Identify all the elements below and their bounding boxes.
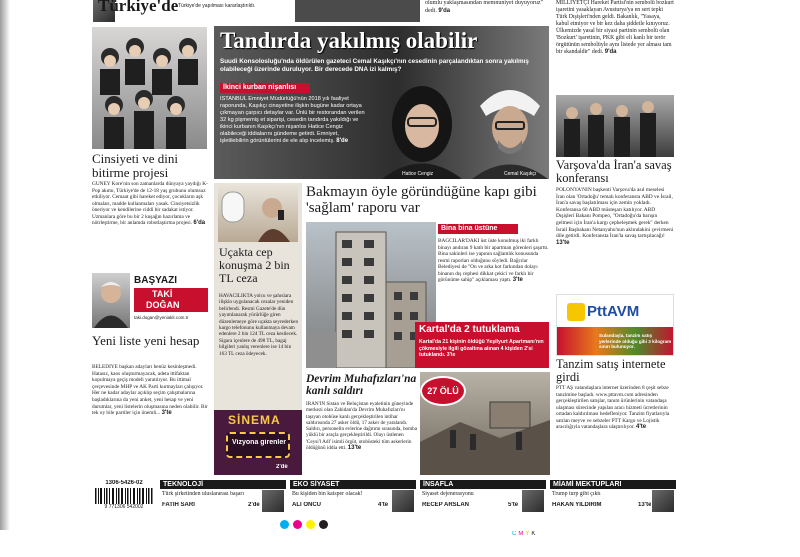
footer-author-4: HAKAN YILDIRIM [552,502,602,508]
column-label: BAŞYAZI [134,275,177,286]
attack-body [306,401,418,475]
lead-body-text: İSTANBUL Emniyet Müdürlüğü'nün 2018 yılı faaliyet raporunda, Kaşıkçı cinayetine ilişkin bugüne kadar ortaya çıkmayan çarpıcı detaylar var. Ünlü bir restorandan verilen 32 kg pişmemiş et siparişi, cesedin tandırda yakıldığı ve ikinci kurbanın Kaşıkçı'nın nişanlısı Hatice Cengiz olabileceği iddialarını gündeme getirdi. Emniyet, işletilebilirin görüntülerini de ele alıp incelemiş. [220,96,365,144]
footer-text-3: Siyaset dejenerasyonu [422,491,474,497]
top-center-snippet [425,0,550,22]
footer-page-4: 13'te [638,502,652,508]
footer-teaser-2 [290,480,416,512]
column-author-first: TAKİ [152,289,173,299]
barcode-block [93,480,155,512]
footer-text-4: Trump turp gibi çıktı [552,491,601,497]
footer-page-1: 2'de [248,502,260,508]
footer-photo-4 [652,490,674,512]
plane-body-text: HAVACILIKTA yolcu ve şahıslara ilişkin uygulanacak cezalar yeniden belirlendi. Resmi Gazete'de dün yayımlanarak yürürlüğe giren düzenlemeye göre uçakta seyrederken kargo telefonunu kullanmaya devam edenlere 2 bin 124 TL ceza kesilecek. Sigara içenlere de 498 TL, bagaj bilgileri yanlış verenlere ise 14 bin 163 TL ceza ödeyecek. [219,293,299,357]
footer-teaser-3 [420,480,546,512]
arrest-body [419,339,547,359]
lead-caption-right: Cemal Kaşıkçı [504,171,537,177]
cinema-sub: Vizyona girenler [232,439,286,446]
footer-teaser-4 [550,480,676,512]
arrest-box [415,322,549,368]
top-right-page: 9'da [604,49,617,55]
top-center-snippet-text: olumlu yaklaşmasından memnuniyet duyuyoruz" dedi. [425,0,543,14]
top-center-page: 9'da [438,7,451,14]
attack-badge-text: 27 ÖLÜ [427,386,459,396]
footer-section-3: İNSAFLA [420,480,546,489]
warsaw-headline: Varşova'da İran'a savaş konferansı [556,159,672,185]
kpop-body [92,181,210,269]
cinema-title: SİNEMA [228,413,281,427]
column-author-last: DOĞAN [146,300,180,310]
warsaw-photo [556,95,674,157]
pttavm-banner [556,294,674,356]
footer-text-2: Bu kişiden bin kaisper olacak! [292,491,363,497]
registration-marks [280,520,340,532]
column-page: 3'te [161,410,172,417]
building-headline: Bakmayın öyle göründüğüne kapı gibi 'sağlam' raporu var [306,184,537,216]
arrest-page: 3'te [446,352,456,358]
footer-photo-2 [392,490,414,512]
kpop-group-illustration [92,27,207,149]
column-body [92,364,210,474]
pttavm-ptt-mark [567,303,585,321]
footer-photo-3 [522,490,544,512]
plane-passenger-illustration [218,186,298,242]
columnist-portrait [92,273,130,328]
top-right-snippet [556,0,674,91]
footer-photo-1 [262,490,284,512]
column-header [92,273,210,328]
lead-headline: Tandırda yakılmış olabilir [220,28,478,53]
kpop-page: 6'da [193,220,206,226]
pttavm-headline: Tanzim satış internete girdi [556,358,666,384]
lead-page: 8'de [336,138,349,144]
footer-text-1: Türk şirketinden uluslararası başarı [162,491,244,497]
cmyk-c: C [512,531,519,537]
attack-headline: Devrim Muhafızları'na kanlı saldırı [306,373,417,397]
column-email: taki.dogan@yeniakit.com.tr [134,315,189,320]
barcode-bars [95,488,153,504]
pttavm-body [556,385,674,475]
lead-story [214,26,549,179]
arrest-title: Kartal'da 2 tutuklama [419,324,520,335]
lead-kicker: İkinci kurban nişanlısı [220,83,310,93]
footer-section-1: TEKNOLOJİ [160,480,286,489]
cmyk-marker [512,531,537,537]
pttavm-page: 4'te [636,424,647,430]
plane-photo [218,186,298,242]
column-body-text: BELEDİYE başkan adayları henüz kesinleşmedi. Hatasız, kaos oluşturmayacak, adeta ittifaktan kopulmaya geçiş modeli yaratılıyor. Bu ittimal çerçevesinde MHP ve AK Parti kurmayları çalışıyor. Her ne kadar adaylar açıklıp seçim çalışmalarına başladıklarına da yeni anket, yeni hesap ve yeni durumlar, yeni listelerin oluşmasına neden olabilir. Bir tek oy bile partiler için önemli... [92,364,208,417]
warsaw-page: 13'te [556,239,570,246]
building-page: 3'te [512,277,523,283]
cinema-marquee [226,432,290,458]
footer-page-3: 5'te [508,502,519,508]
kpop-headline: Cinsiyeti ve dini bitirme projesi [92,152,178,180]
cmyk-m: M [518,531,526,537]
top-left-sub: Türkiye'de yapılması kararlaştırıldı. [178,3,256,9]
barcode-top-number: 1306-5426-02 [105,480,143,486]
cmyk-k: K [531,531,538,537]
registration-dot-magenta [293,520,302,529]
lead-caption-left: Hatice Cengiz [402,171,434,177]
plane-headline: Uçakta cep konuşma 2 bin TL ceza [219,246,290,285]
footer-author-1: FATİH SARI [162,502,195,508]
lead-body [220,96,368,176]
cinema-page: 2'de [276,464,288,470]
footer-teaser-1 [160,480,286,512]
column-headline: Yeni liste yeni hesap [92,334,200,348]
warsaw-body [556,187,674,288]
footer-author-2: ALİ ÖNCÜ [292,502,321,508]
attack-photo [420,372,550,475]
pttavm-logo: PttAVM [587,303,640,320]
plane-body [219,293,299,405]
footer-section-4: MİAMİ MEKTUPLARI [550,480,676,489]
attack-body-text: İRAN'IN Sistan ve Beluçistan eyaletinin güneyinde merkezi olan Zahidan'da Devrim Muhafızları'nı taşıyan otobüse kanlı gerçekleştirilen intihar saldırısında 27 asker öldü, 17 asker de yaralandı. Saldırı, personelin evlerine dağıtımı sırasında, bomba yüklü bir araçla gerçekleştirildi. Olayı üstlenen 'Ceysi'l Adl' isimli örgüt, otobüsteki tüm askerlerin öldüğünü iddia etti. [306,401,418,452]
registration-dot-yellow [306,520,315,529]
attack-page: 13'te [347,445,362,452]
footer-section-2: EKO SİYASET [290,480,416,489]
building-kicker: Bina bina üstüne [438,224,518,234]
attack-badge [420,376,466,406]
cmyk-y: Y [525,531,532,537]
pttavm-caption: Sulandaşla, tanzim satış yerlerinde olduğu gibi 3 kilogram sınırı bulunuyor. [599,333,672,349]
column-author-box [134,288,208,312]
kpop-body-text: GÜNEY Kore'nin son zamanlarda dünyaya yaydığı K-Pop akımı, Türkiye'de de 12-18 yaş grubunu olumsuz etkiliyor. Cemaat gibi hareket ediyor, çocukların aşk olmaları, madde kullanmaları yasak. Cinsiyetsizlik öneriyor ve kendilerine ciddi bir sadakat istiyor. Uzmanlara göre bu bir 2 kuşağın hazırlama ve nötrleştirme, bir anlamda robotlaştırma projesi. [92,181,208,226]
top-photo-strip [295,0,420,22]
arrest-body-text: Kartal'da 21 kişinin öldüğü Yeşilyurt Apartmanı'nın çökmesiyle ilgili gözaltına alınan 4 kişiden 2'si tutuklandı. [419,339,544,358]
kpop-photo [92,27,207,149]
barcode-bottom-number: 9 771306 542002 [104,504,144,510]
cinema-box [214,410,302,475]
footer-page-2: 4'te [378,502,389,508]
warsaw-people-illustration [556,95,674,157]
warsaw-body-text: POLONYA'NIN başkenti Varşova'da asıl meselesi İran olan 'Ortadoğu' temalı konferansta ABD ve İsrail, İran'a savaş başlatılması için zemin yokladı. Konferansa 60 ABD müsteşarı katılıyor. ABD Dışişleri Bakanı Pompeo, "Ortadoğu'da barışın gelmesi için İran'a kargı çepheleşmek gerek" derken İsrail Başbakanı Netanyahu'nun aklındakini çevirmeni dile getirdi. Konferansta İran'la savaş tartışılacağı! [556,187,674,240]
lead-portraits [372,76,549,179]
footer-author-3: RECEP ARSLAN [422,502,470,508]
pttavm-body-text: PTT AŞ vatandaşlara internet üzerinden 8 çeşit sebze tanzimine başladı. www.pttavm.com adresinden gerçekleştirilen satışlar, tanım ürünlerinin vatandaşa ulaşması sürecinde yapılan aracı hizmeti ücretlerinin ortadan kaldırılması hedefleniyor. Tanzim fiyatlarıyla satılan meyve ve sebzeler PTT Kargo ve Lojistik aracılığıyla vatandaşlara ulaştırılıyor. [556,385,670,430]
page-fold-shadow [0,0,10,530]
lead-intro: Suudi Konsolosluğu'nda öldürülen gazeteci Cemal Kaşıkçı'nın cesedinin parçalandıktan sonra yakılmış olabileceği üzerinde duruluyor. Bir derecede DNA izi kalmış? [220,58,529,73]
top-left-teaser [93,0,293,22]
top-right-snippet-text: MİLLİYETÇİ Hareket Partisi'nin sembolü bozkurt işaretini yasaklayan Avusturya'ya en sert tepki Türk Dışişleri'nden geldi. Bakanlık, "Yasaya, kabul etmiyor ve bir kez daha şiddetle kınıyoruz. Ülkemizde yasal bir siyasi partinin sembolü olan 'Bozkurt' işaretinin, PKK gibi eli kanlı bir terör örgütünün sembolüyle aynı listede yer alması tam bir skandaldir" dedi. [556,0,674,55]
registration-dot-cyan [280,520,289,529]
top-left-headline: Türkiye'de [98,0,179,15]
building-body [438,238,549,322]
columnist-photo [92,273,130,328]
registration-dot-black [319,520,328,529]
building-body-text: BAĞCILAR'DAKİ üst üste konulmuş iki farklı binayı andıran 9 katlı bir apartman görenleri şaşırttı. Bina sakinleri ise yapının sağlamlık konusunda resmi raporları olduğunu söyledi. Bağcılar Belediyesi de "On ve arka kot farkından dolayı binanın dış cephesi dikkat çekici ve farklı bir görünüme sahip" açıklaması yaptı. [438,238,549,283]
